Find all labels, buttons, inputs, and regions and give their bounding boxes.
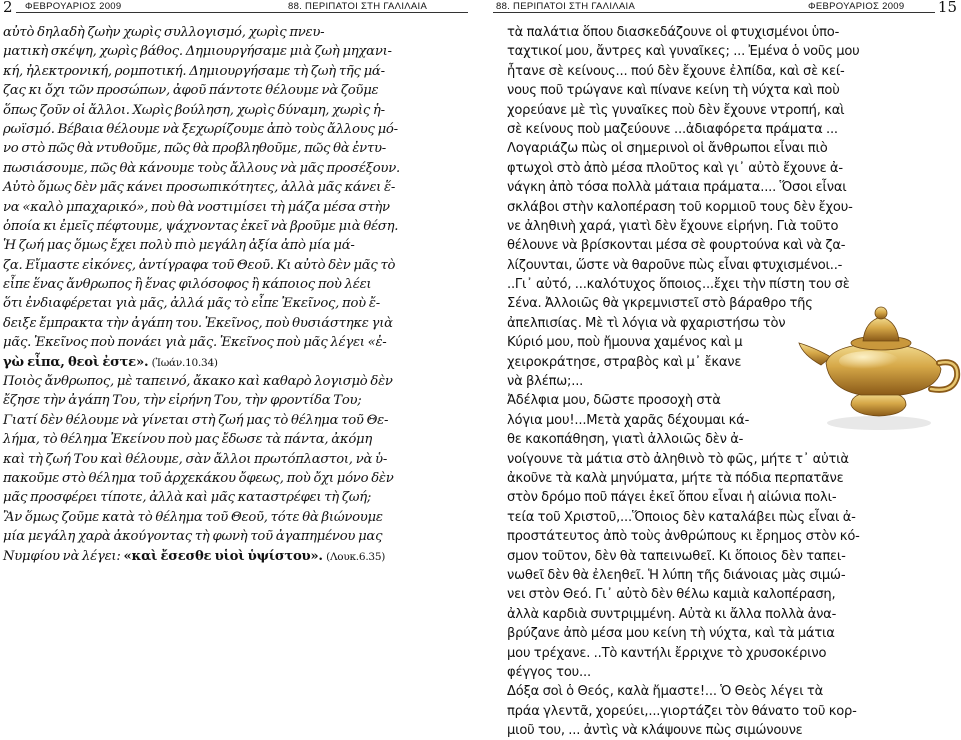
left-page bbox=[0, 0, 468, 643]
text-line: νοίγουνε τὰ μάτια στὸ ἀληθινὸ τὸ φῶς, μήτε τ᾿ αὐτιὰ bbox=[507, 451, 849, 467]
text-line bbox=[3, 353, 465, 372]
text-line: λίζουνται, ὥστε νὰ θαροῦνε πὼς εἶναι φτυχισμένοι..- bbox=[507, 257, 843, 273]
text-line: χειροκράτησε, στραβὸς καὶ μ᾿ ἔκανε bbox=[507, 354, 742, 370]
text-line: νε ἀληθινὴ χαρά, γιατὶ δὲν ἔχουνε εἰρήνη. Γιὰ τοῦτο bbox=[507, 218, 839, 234]
text-line: νει στὸν Θεό. Γι᾿ αὐτὸ δὲν θέλω καμιὰ καλοπέραση, bbox=[507, 587, 836, 603]
text-line: μία μεγάλη χαρὰ ἀκούγοντας τὴ φωνὴ τοῦ ἀγαπημένου μας bbox=[3, 529, 383, 545]
text-line: Γιατί δὲν θέλουμε νὰ γίνεται στὴ ζωή μας τὸ θέλημα τοῦ Θε- bbox=[3, 412, 389, 428]
text-line: φτωχοὶ στὸ ἀπὸ μέσα πλοῦτος καὶ γι᾿ αὐτὸ ἔχουνε ἀ- bbox=[507, 160, 843, 176]
text-line: ἀκοῦνε τὰ καλὰ μηνύματα, μήτε τὰ πόδια περπατᾶνε bbox=[507, 470, 844, 486]
text-line: καὶ τὴ ζωή Του καὶ θέλουμε, σὰν ἄλλοι πρωτόπλαστοι, νὰ ὑ- bbox=[3, 451, 388, 467]
text-line: Σένα. Ἀλλοιῶς θὰ γκρεμνιστεῖ στὸ βάραθρο τῆς bbox=[507, 296, 813, 312]
text-line: αὐτὸ δηλαδὴ ζωὴν χωρὶς συλλογισμό, χωρὶς πνευ- bbox=[3, 25, 325, 40]
text-line: θέλουνε νὰ βρίσκονται μέσα σὲ φουρτούνα καὶ νὰ ζα- bbox=[507, 238, 846, 254]
text-line: ζα. Εἴμαστε εἰκόνες, ἀντίγραφα τοῦ Θεοῦ. Κι αὐτὸ δὲν μᾶς τὸ bbox=[3, 257, 396, 273]
header-rule bbox=[493, 12, 960, 13]
text-line: νωθεῖ δὲν θὰ ἐλεηθεῖ. Ἡ λύπη τῆς διάνοιας μὰς σιμώ- bbox=[507, 567, 846, 583]
page-number: 2 bbox=[0, 0, 16, 14]
header-title: 88. ΠΕΡΙΠΑΤΟΙ ΣΤΗ ΓΑΛΙΛΑΙΑ bbox=[493, 2, 638, 12]
text-line: ζας κι ὄχι τῶν προσώπων, ἀφοῦ πάντοτε θέλουμε νὰ ζοῦμε bbox=[3, 83, 379, 99]
text-line: ἀπελπισίας. Μὲ τὶ λόγια νὰ φχαριστήσω τὸν bbox=[507, 315, 786, 331]
text-line: Ἡ ζωή μας ὅμως ἔχει πολὺ πιὸ μεγάλη ἀξία ἀπὸ μία μά- bbox=[3, 238, 355, 254]
text-line: κή, ἠλεκτρονική, ρομποτική. Δημιουργήσαμε τὴ ζωὴ τῆς μά- bbox=[3, 63, 385, 79]
page-gutter bbox=[476, 0, 486, 643]
text-line: ἔζησε τὴν ἀγάπη Του, τὴν εἰρήνη Του, τὴν φροντίδα Του; bbox=[3, 393, 362, 409]
text-line: ἦτανε σὲ κείνους... πού δὲν ἔχουνε ἐλπίδα, καὶ σὲ κεί- bbox=[507, 63, 845, 79]
text-line: νο στὸ πῶς θὰ ντυθοῦμε, πῶς θὰ προβληθοῦμε, πῶς θὰ ἐντυ- bbox=[3, 141, 386, 157]
text-line: ὁποία κι ἐμεῖς πέφτουμε, ψάχνοντας ἐκεῖ νὰ βροῦμε μιὰ θέση. bbox=[3, 218, 399, 234]
right-page-header bbox=[493, 0, 960, 20]
left-body-text bbox=[3, 23, 465, 566]
text-line: Δόξα σοὶ ὁ Θεός, καλὰ ἤμαστε!... Ὁ Θεὸς λέγει τὰ bbox=[507, 684, 824, 700]
text-line: τεία τοῦ Χριστοῦ,...Ὅποιος δὲν καταλάβει πὼς εἶναι ἀ- bbox=[507, 509, 856, 525]
text-line: ταχτικοί μου, ἄντρες καὶ γυναῖκες; ... Ἐμένα ὁ νοῦς μου bbox=[507, 44, 860, 60]
text-line: εἶπε ἕνας ἄνθρωπος ἢ ἕνας φιλόσοφος ἢ κάποιος ποὺ λέει bbox=[3, 277, 372, 293]
text-line: πράα γλεντᾶ, χορεύει,...γιορτάζει τὸν θάνατο τοῦ κορ- bbox=[507, 703, 857, 719]
text-line: νὰ βλέπω;... bbox=[507, 374, 584, 390]
text-line: μᾶς. Ἐκεῖνος ποὺ πονάει γιὰ μᾶς. Ἐκεῖνος ποὺ μᾶς λέγει «ἐ- bbox=[3, 335, 387, 351]
right-page bbox=[493, 0, 960, 739]
header-date: ΦΕΒΡΟΥΑΡΙΟΣ 2009 bbox=[22, 2, 124, 12]
text-line: πωσιάσουμε, πῶς θὰ κάνουμε τοὺς ἄλλους νὰ μᾶς προσέξουν. bbox=[3, 160, 400, 176]
oil-lamp-icon bbox=[791, 285, 961, 435]
header-title: 88. ΠΕΡΙΠΑΤΟΙ ΣΤΗ ΓΑΛΙΛΑΙΑ bbox=[285, 2, 430, 12]
text-line: λήμα, τὸ θέλημα Ἐκείνου ποὺ μας ἔδωσε τὰ πάντα, ἀκόμη bbox=[3, 432, 372, 448]
text-line: Αὐτὸ ὅμως δὲν μᾶς κάνει προσωπικότητες, ἀλλὰ μᾶς κάνει ἕ- bbox=[3, 180, 396, 196]
text-line: ..Γι᾿ αὐτό, ...καλότυχος ὅποιος...ἔχει τὴν πίστη του σὲ bbox=[507, 277, 850, 293]
text-line: ματικὴ σκέψη, χωρὶς βάθος. Δημιουργήσαμε μιὰ ζωὴ μηχανι- bbox=[3, 44, 392, 60]
text-line: μᾶς προσφέρει τίποτε, ἀλλὰ καὶ μᾶς καταστρέφει τὴ ζωή; bbox=[3, 490, 372, 506]
text-line: ὅπως ζοῦν οἱ ἄλλοι. Χωρὶς βούληση, χωρὶς δύναμη, χωρὶς ἡ- bbox=[3, 102, 385, 118]
page-number: 15 bbox=[935, 0, 960, 14]
text-line: να «καλὸ μπαχαρικό», ποὺ θὰ νοστιμίσει τὴ μάζα μέσα στὴν bbox=[3, 199, 390, 215]
text-line: σὲ κείνους ποὺ μαζεύουνε ...ἀδιαφόρετα πράματα ... bbox=[507, 121, 838, 137]
text-line: Κύριό μου, ποὺ ἤμουνα χαμένος καὶ μ bbox=[507, 335, 743, 351]
text-line: φέγγος του... bbox=[507, 664, 591, 680]
text-line: προστάτευτος ἀπὸ τοὺς ἀνθρώπους κι ἔρημος στὸν κό- bbox=[507, 529, 860, 545]
text-line: δειξε ἔμπρακτα τὴν ἀγάπη του. Ἐκεῖνος, ποὺ θυσιάστηκε γιὰ bbox=[3, 315, 393, 331]
text-line: νους ποῦ τρώγανε καὶ πίνανε κείνη τὴ νύχτα καὶ ποὺ bbox=[507, 83, 840, 99]
text-line: νάγκη ἀπὸ τόσα πολλὰ μάταια πράματα.... Ὅσοι εἶναι bbox=[507, 180, 847, 196]
text-line: ρωϊσμό. Βέβαια θέλουμε νὰ ξεχωρίζουμε ἀπὸ τοὺς ἄλλους μό- bbox=[3, 121, 398, 137]
text-line: σμον τοῦτον, δὲν θὰ ταπεινωθεῖ. Κι ὅποιος δὲν ταπει- bbox=[507, 548, 846, 564]
text-line: Νυμφίου νὰ λέγει: «καὶ ἔσεσθε υἱοὶ ὑψίστου». (Λουκ.6.35) bbox=[3, 548, 386, 564]
text-line: χορεύανε μὲ τὶς γυναῖκες ποὺ δὲν ἔχουνε ντροπή, καὶ bbox=[507, 102, 845, 118]
text-line: μου τρέχανε. ..Τὸ καντήλι ἔρριχνε τὸ χρυσοκέρινο bbox=[507, 645, 827, 661]
text-line: τὰ παλάτια ὅπου διασκεδάζουνε οἱ φτυχισμένοι ὑπο- bbox=[507, 25, 840, 40]
quote-emphasis: γὼ εἶπα, θεοὶ ἐστε». bbox=[3, 354, 152, 370]
text-line: θε κακοπάθηση, γιατὶ ἀλλοιῶς δὲν ἀ- bbox=[507, 432, 744, 448]
text-line: Ἂν ὅμως ζοῦμε κατὰ τὸ θέλημα τοῦ Θεοῦ, τότε θὰ βιώνουμε bbox=[3, 509, 383, 525]
text-line: βρύζανε ἀπὸ μέσα μου κείνη τὴ νύχτα, καὶ τὰ μάτια bbox=[507, 626, 835, 642]
left-page-header bbox=[0, 0, 468, 20]
text-line: μιοῦ του, ... ἀντὶς νὰ κλάψουνε πὼς σιμώνουνε bbox=[507, 723, 803, 739]
text-line: ἀλλὰ καρδιὰ συντριμμένη. Αὐτὰ κι ἄλλα πολλὰ ἀνα- bbox=[507, 606, 837, 622]
text-line: πακοῦμε στὸ θέλημα τοῦ ἀρχεκάκου ὄφεως, ποὺ ὄχι μόνο δὲν bbox=[3, 470, 394, 486]
text-line: Ἀδέλφια μου, δῶστε προσοχὴ στὰ bbox=[507, 393, 721, 409]
citation: (Λουκ.6.35) bbox=[326, 550, 386, 563]
text-line: ὅτι ἐνδιαφέρεται γιὰ μᾶς, ἀλλά μᾶς τὸ εἶπε Ἐκεῖνος, ποὺ ἔ- bbox=[3, 296, 380, 312]
text-line: Λογαριάζω πὼς οἱ σημερινοὶ οἱ ἄνθρωποι εἶναι πιὸ bbox=[507, 141, 828, 157]
text-line: λόγια μου!...Μετὰ χαρᾶς δέχουμαι κά- bbox=[507, 412, 750, 428]
citation: (Ἰωάν.10.34) bbox=[151, 356, 218, 369]
text-line: σκλάβοι στὴν καλοπέραση τοῦ κορμιοῦ τους δὲν ἔχου- bbox=[507, 199, 853, 215]
text-line: Ποιὸς ἄνθρωπος, μὲ ταπεινό, ἄκακο καὶ καθαρὸ λογισμὸ δὲν bbox=[3, 374, 393, 390]
quote-emphasis: «καὶ ἔσεσθε υἱοὶ ὑψίστου». bbox=[123, 548, 327, 564]
header-rule bbox=[0, 12, 468, 13]
text-line: στὸν δρόμο ποῦ πάγει ἐκεῖ ὅπου εἶναι ἡ αἰώνια πολι- bbox=[507, 490, 837, 506]
header-date: ΦΕΒΡΟΥΑΡΙΟΣ 2009 bbox=[805, 2, 907, 12]
